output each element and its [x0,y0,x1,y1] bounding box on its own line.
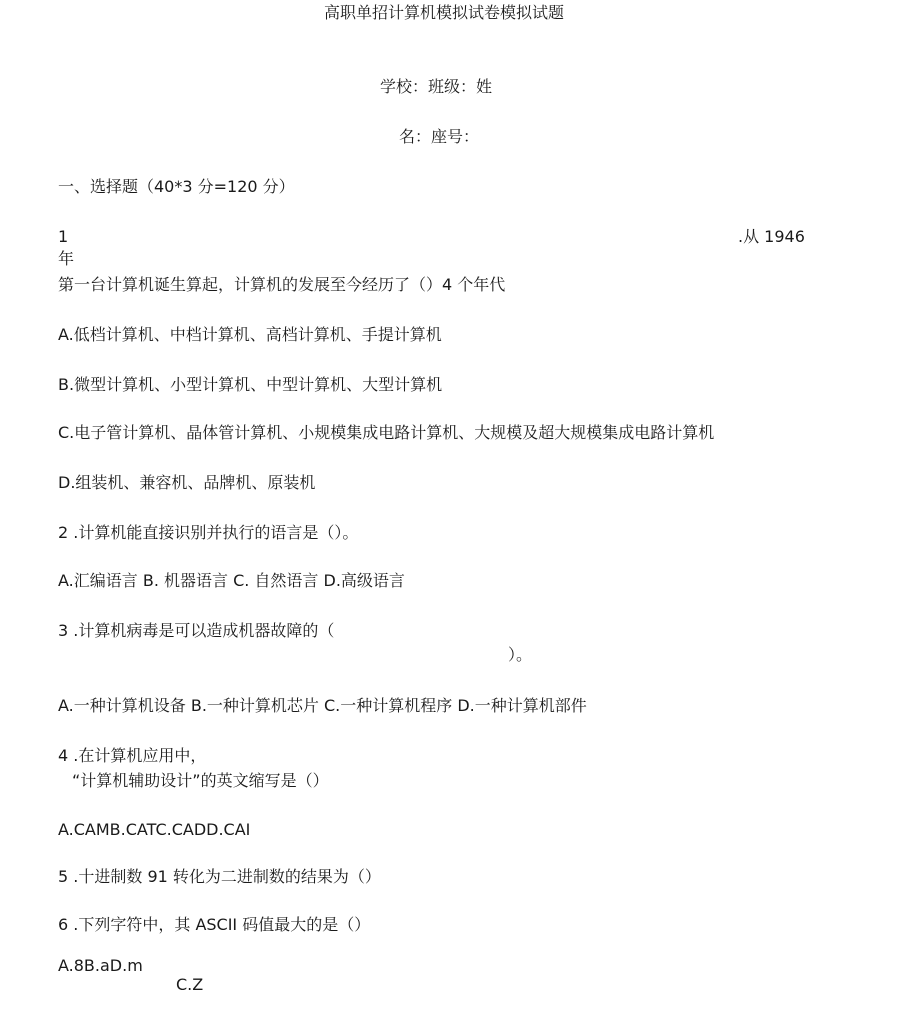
q4-stem-continued: “计算机辅助设计”的英文缩写是（） [72,771,329,790]
header-name-seat: 名：座号： [399,127,480,146]
q3-options: A.一种计算机设备 B.一种计算机芯片 C.一种计算机程序 D.一种计算机部件 [58,696,587,715]
q6-stem: 6 .下列字符中，其 ASCII 码值最大的是（） [58,915,371,934]
q4-options: A.CAMB.CATC.CADD.CAI [58,820,251,839]
q3-stem-end: ）。 [508,645,533,664]
section-heading-choice: 一、选择题（40*3 分=120 分） [58,177,295,196]
q1-option-b: B.微型计算机、小型计算机、中型计算机、大型计算机 [58,375,443,394]
q1-stem-year: 年 [58,249,75,268]
q1-option-a: A.低档计算机、中档计算机、高档计算机、手提计算机 [58,325,442,344]
q1-option-c: C.电子管计算机、晶体管计算机、小规模集成电路计算机、大规模及超大规模集成电路计算机 [58,423,715,442]
q1-option-d: D.组装机、兼容机、品牌机、原装机 [58,473,316,492]
q3-stem: 3 .计算机病毒是可以造成机器故障的（ [58,621,335,640]
q5-stem: 5 .十进制数 91 转化为二进制数的结果为（） [58,867,381,886]
q1-number: 1 [58,227,69,246]
q1-stem-right: .从 1946 [738,227,805,246]
q1-stem-continued: 第一台计算机诞生算起，计算机的发展至今经历了（）4 个年代 [58,275,506,294]
q6-options: A.8B.aD.m [58,956,143,975]
exam-title: 高职单招计算机模拟试卷模拟试题 [323,3,564,22]
q4-stem: 4 .在计算机应用中， [58,746,207,765]
q6-option-c: C.Z [176,975,204,994]
header-school-class-name: 学校：班级：姓 [380,77,493,96]
q2-options: A.汇编语言 B. 机器语言 C. 自然语言 D.高级语言 [58,571,405,590]
q2-stem: 2 .计算机能直接识别并执行的语言是（）。 [58,523,359,542]
